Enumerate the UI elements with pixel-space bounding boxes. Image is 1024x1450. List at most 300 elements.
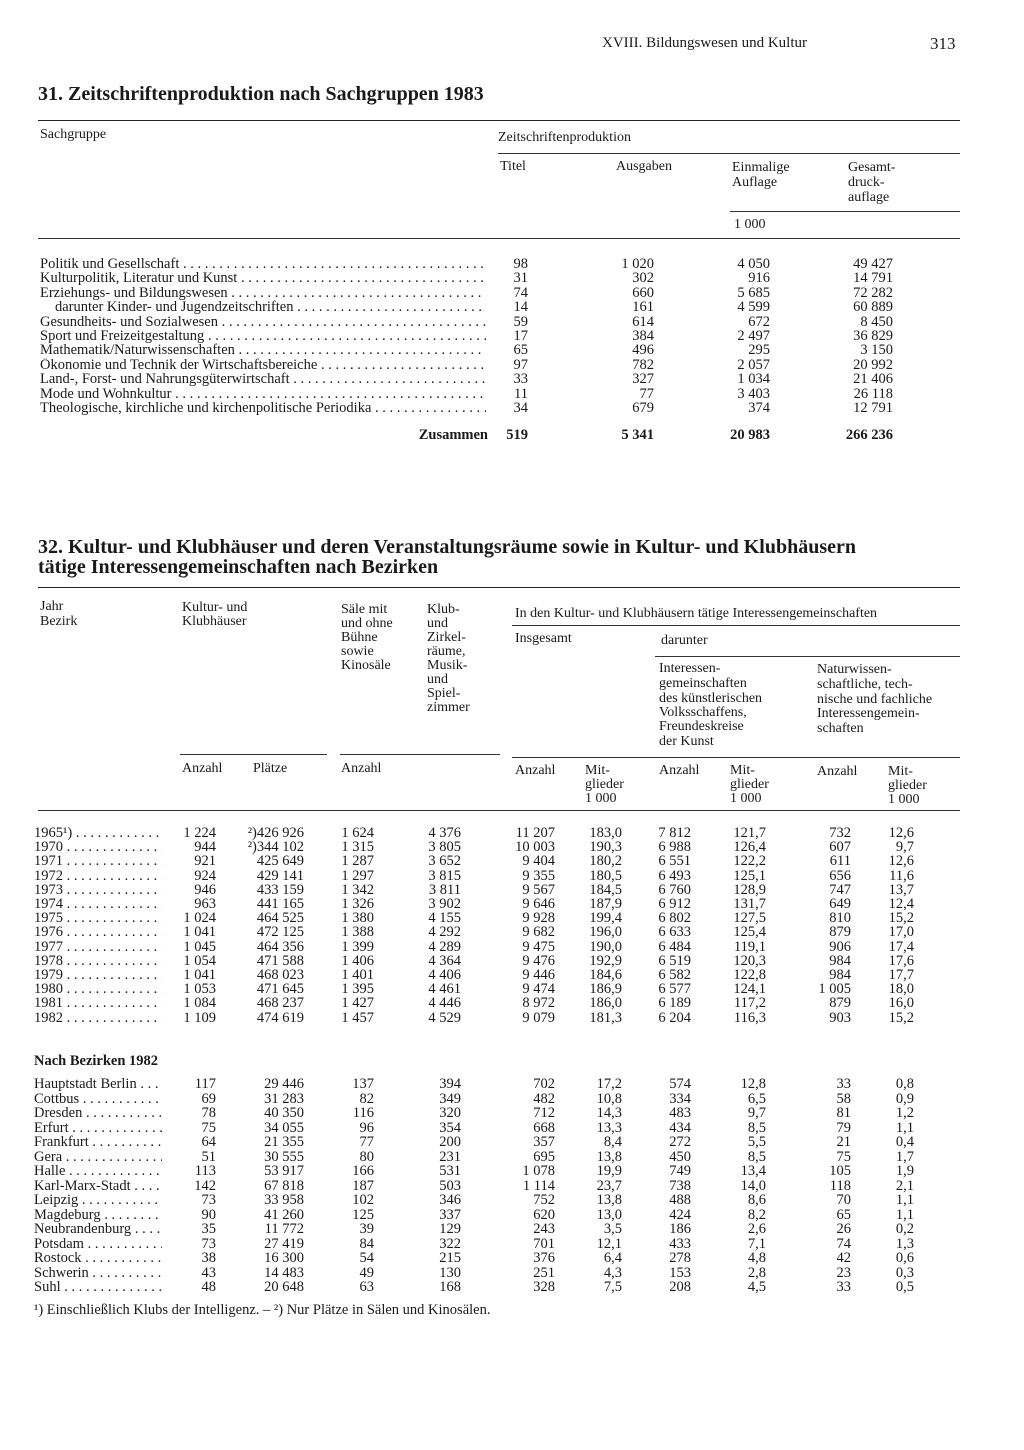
table-row xyxy=(0,940,1024,954)
cell-n-mitglieder: 0,6 xyxy=(895,1250,914,1266)
table-row xyxy=(0,372,1024,386)
cell-n-anzahl: 81 xyxy=(836,1105,851,1121)
cell-einmalig: 4 599 xyxy=(737,299,770,316)
cell-einmalig: 374 xyxy=(748,400,770,416)
cell-n-mitglieder: 17,7 xyxy=(888,967,914,983)
cell-k-anzahl: 334 xyxy=(669,1090,691,1107)
cell-klub: 4 289 xyxy=(428,938,461,955)
cell-plaetze: 20 648 xyxy=(264,1279,304,1295)
cell-plaetze: 27 419 xyxy=(264,1235,304,1252)
cell-ig-mitglieder: 8,4 xyxy=(603,1134,622,1150)
t32-head-klub-5: Musik- xyxy=(427,658,468,673)
cell-plaetze: 41 260 xyxy=(264,1206,304,1223)
cell-klub: 354 xyxy=(439,1119,461,1136)
cell-ig-anzahl: 9 928 xyxy=(522,910,555,927)
cell-k-mitglieder: 12,8 xyxy=(740,1076,766,1092)
cell-k-mitglieder: 131,7 xyxy=(733,896,766,912)
cell-n-mitglieder: 1,1 xyxy=(895,1192,914,1208)
cell-saele: 137 xyxy=(352,1076,374,1092)
row-label: Mathematik/Naturwissenschaften . . . xyxy=(40,343,486,357)
cell-saele: 1 326 xyxy=(341,896,374,912)
cell-k-anzahl: 483 xyxy=(669,1105,691,1121)
cell-kh-anzahl: 1 054 xyxy=(183,952,216,969)
cell-k-mitglieder: 6,5 xyxy=(747,1090,766,1107)
row-label: Sport und Freizeitgestaltung . . . xyxy=(40,329,486,343)
cell-k-mitglieder: 2,6 xyxy=(747,1221,766,1237)
row-label: 1972 . . . xyxy=(34,869,162,883)
cell-plaetze: 468 237 xyxy=(256,995,304,1012)
cell-ig-mitglieder: 14,3 xyxy=(596,1105,622,1121)
cell-klub: 200 xyxy=(439,1134,461,1150)
page-number: 313 xyxy=(930,34,956,53)
cell-gesamt: 60 889 xyxy=(853,299,893,316)
cell-ig-anzahl: 9 567 xyxy=(522,881,555,898)
cell-k-anzahl: 153 xyxy=(669,1264,691,1281)
table-row xyxy=(0,1150,1024,1164)
t32-head-klub-4: räume, xyxy=(427,644,466,659)
t31-head-gesamt-3: auflage xyxy=(848,190,890,205)
cell-k-anzahl: 574 xyxy=(669,1076,691,1092)
cell-kh-anzahl: 1 109 xyxy=(183,1009,216,1026)
cell-ig-mitglieder: 19,9 xyxy=(596,1163,622,1179)
cell-k-anzahl: 434 xyxy=(669,1119,691,1136)
table-row xyxy=(0,271,1024,285)
t31-head-sachgruppe: Sachgruppe xyxy=(40,127,107,142)
cell-ig-anzahl: 10 003 xyxy=(515,839,555,856)
cell-k-mitglieder: 7,1 xyxy=(747,1235,766,1252)
cell-saele: 1 297 xyxy=(341,867,374,884)
row-label: Kulturpolitik, Literatur und Kunst . . . xyxy=(40,271,486,285)
row-label: Land-, Forst- und Nahrungsgüterwirtschaft . . . xyxy=(40,372,486,386)
cell-ig-mitglieder: 10,8 xyxy=(596,1090,622,1107)
row-label: 1979 . . . xyxy=(34,968,162,982)
t32-head-klub-7: Spiel- xyxy=(427,686,461,701)
cell-n-mitglieder: 12,4 xyxy=(888,896,914,912)
cell-ausgaben: 384 xyxy=(632,328,654,344)
t32-head-ik-5: Freundeskreise xyxy=(659,719,744,734)
cell-k-anzahl: 6 582 xyxy=(658,967,691,983)
t32-head-klub-8: zimmer xyxy=(427,700,470,715)
cell-k-mitglieder: 13,4 xyxy=(740,1163,766,1179)
cell-klub: 4 446 xyxy=(428,995,461,1012)
cell-ausgaben: 161 xyxy=(632,299,654,316)
cell-ig-anzahl: 695 xyxy=(533,1148,555,1165)
row-label: Dresden . . . xyxy=(34,1106,162,1120)
table-row xyxy=(0,300,1024,314)
cell-n-mitglieder: 17,6 xyxy=(888,952,914,969)
t32-head-k-mit-1: Mit- xyxy=(730,763,755,778)
cell-titel: 74 xyxy=(513,284,528,301)
cell-saele: 102 xyxy=(352,1192,374,1208)
row-label: 1976 . . . xyxy=(34,925,162,939)
cell-ausgaben: 614 xyxy=(632,313,654,330)
cell-n-anzahl: 79 xyxy=(836,1119,851,1136)
cell-kh-anzahl: 78 xyxy=(201,1105,216,1121)
cell-saele: 125 xyxy=(352,1206,374,1223)
cell-kh-anzahl: 1 041 xyxy=(183,967,216,983)
cell-saele: 1 401 xyxy=(341,967,374,983)
table-row xyxy=(0,1222,1024,1236)
cell-n-anzahl: 118 xyxy=(829,1177,851,1194)
cell-plaetze: ²)426 926 xyxy=(247,825,304,841)
cell-k-mitglieder: 5,5 xyxy=(747,1134,766,1150)
cell-n-anzahl: 26 xyxy=(836,1221,851,1237)
t32-head-ik-3: des künstlerischen xyxy=(659,691,763,706)
cell-plaetze: 425 649 xyxy=(256,853,304,870)
cell-plaetze: 471 588 xyxy=(256,952,304,969)
cell-kh-anzahl: 35 xyxy=(201,1221,216,1237)
cell-ig-anzahl: 376 xyxy=(533,1250,555,1266)
row-label: 1982 . . . xyxy=(34,1011,162,1025)
cell-kh-anzahl: 117 xyxy=(194,1076,216,1092)
cell-n-mitglieder: 12,6 xyxy=(888,853,914,870)
cell-n-anzahl: 70 xyxy=(836,1192,851,1208)
cell-n-anzahl: 1 005 xyxy=(818,981,851,998)
cell-saele: 1 342 xyxy=(341,881,374,898)
row-label: Magdeburg . . . xyxy=(34,1208,162,1222)
cell-saele: 49 xyxy=(359,1264,374,1281)
cell-kh-anzahl: 1 024 xyxy=(183,910,216,927)
cell-klub: 337 xyxy=(439,1206,461,1223)
row-label: 1977 . . . xyxy=(34,940,162,954)
cell-k-anzahl: 6 551 xyxy=(658,853,691,870)
cell-plaetze: 433 159 xyxy=(256,881,304,898)
t31-head-gesamt-2: druck- xyxy=(848,175,885,190)
t31-head-titel: Titel xyxy=(500,159,526,174)
table-row xyxy=(0,1179,1024,1193)
cell-plaetze: 21 355 xyxy=(264,1134,304,1150)
cell-ig-mitglieder: 186,9 xyxy=(589,981,622,998)
cell-kh-anzahl: 90 xyxy=(201,1206,216,1223)
cell-ausgaben: 782 xyxy=(632,356,654,373)
cell-ig-anzahl: 712 xyxy=(533,1105,555,1121)
cell-ig-mitglieder: 187,9 xyxy=(589,896,622,912)
cell-titel: 97 xyxy=(513,356,528,373)
cell-n-anzahl: 105 xyxy=(829,1163,851,1179)
cell-ig-mitglieder: 17,2 xyxy=(596,1076,622,1092)
cell-n-anzahl: 732 xyxy=(829,825,851,841)
cell-k-mitglieder: 116,3 xyxy=(733,1009,766,1026)
table-row xyxy=(0,1237,1024,1251)
cell-ig-mitglieder: 199,4 xyxy=(589,910,622,927)
cell-kh-anzahl: 69 xyxy=(201,1090,216,1107)
t32-head-saele-1: Säle mit xyxy=(341,602,388,617)
t32-head-klub-6: und xyxy=(427,672,448,687)
row-label: Hauptstadt Berlin . . . xyxy=(34,1077,162,1091)
cell-ig-mitglieder: 4,3 xyxy=(603,1264,622,1281)
cell-titel: 59 xyxy=(513,313,528,330)
row-label: 1980 . . . xyxy=(34,982,162,996)
cell-k-anzahl: 450 xyxy=(669,1148,691,1165)
cell-k-anzahl: 738 xyxy=(669,1177,691,1194)
cell-ig-anzahl: 620 xyxy=(533,1206,555,1223)
cell-n-mitglieder: 1,2 xyxy=(895,1105,914,1121)
cell-kh-anzahl: 1 045 xyxy=(183,938,216,955)
cell-kh-anzahl: 1 224 xyxy=(183,825,216,841)
cell-kh-anzahl: 43 xyxy=(201,1264,216,1281)
cell-gesamt: 14 791 xyxy=(853,270,893,287)
cell-kh-anzahl: 73 xyxy=(201,1235,216,1252)
cell-k-mitglieder: 128,9 xyxy=(733,881,766,898)
cell-ig-anzahl: 9 475 xyxy=(522,938,555,955)
cell-n-mitglieder: 0,8 xyxy=(895,1076,914,1092)
t32-head-klub-1: Klub- xyxy=(427,602,460,617)
table32-title-line2: tätige Interessengemeinschaften nach Bezirken xyxy=(38,556,439,578)
cell-k-mitglieder: 8,5 xyxy=(747,1148,766,1165)
t32-ig-rule xyxy=(512,625,960,626)
cell-plaetze: 53 917 xyxy=(264,1163,304,1179)
cell-saele: 1 287 xyxy=(341,853,374,870)
total-label: Zusammen xyxy=(418,427,488,443)
cell-ig-mitglieder: 13,3 xyxy=(596,1119,622,1136)
cell-ig-anzahl: 243 xyxy=(533,1221,555,1237)
cell-k-anzahl: 6 577 xyxy=(658,981,691,998)
t31-head-ausgaben: Ausgaben xyxy=(616,159,672,174)
cell-k-mitglieder: 122,8 xyxy=(733,967,766,983)
cell-plaetze: 29 446 xyxy=(264,1076,304,1092)
cell-n-mitglieder: 12,6 xyxy=(888,825,914,841)
cell-ig-mitglieder: 13,0 xyxy=(596,1206,622,1223)
cell-n-anzahl: 607 xyxy=(829,839,851,856)
t32-head-k-mit-3: 1 000 xyxy=(730,791,762,806)
cell-k-anzahl: 6 988 xyxy=(658,839,691,856)
cell-ig-mitglieder: 13,8 xyxy=(596,1192,622,1208)
cell-ausgaben: 679 xyxy=(632,400,654,416)
cell-n-anzahl: 74 xyxy=(836,1235,851,1252)
table-row xyxy=(0,343,1024,357)
t32-head-nw-2: schaftliche, tech- xyxy=(817,677,913,692)
cell-ig-anzahl: 357 xyxy=(533,1134,555,1150)
cell-kh-anzahl: 944 xyxy=(194,839,216,856)
table-row xyxy=(0,982,1024,996)
cell-gesamt: 49 427 xyxy=(853,256,893,272)
table-row xyxy=(0,1106,1024,1120)
cell-n-mitglieder: 16,0 xyxy=(888,995,914,1012)
cell-n-anzahl: 879 xyxy=(829,995,851,1012)
cell-k-anzahl: 6 189 xyxy=(658,995,691,1012)
cell-saele: 39 xyxy=(359,1221,374,1237)
cell-ausgaben: 496 xyxy=(632,342,654,359)
cell-plaetze: 468 023 xyxy=(256,967,304,983)
t32-head-plaetze: Plätze xyxy=(253,761,288,776)
cell-ig-mitglieder: 13,8 xyxy=(596,1148,622,1165)
t31-head-gesamt-1: Gesamt- xyxy=(848,160,896,175)
cell-saele: 1 406 xyxy=(341,952,374,969)
cell-klub: 168 xyxy=(439,1279,461,1295)
table-row xyxy=(0,329,1024,343)
cell-n-anzahl: 649 xyxy=(829,896,851,912)
cell-n-mitglieder: 13,7 xyxy=(888,881,914,898)
cell-plaetze: 14 483 xyxy=(264,1264,304,1281)
cell-ig-anzahl: 8 972 xyxy=(522,995,555,1012)
table-row xyxy=(0,1164,1024,1178)
cell-klub: 320 xyxy=(439,1105,461,1121)
t31-head-einmalige-1: Einmalige xyxy=(732,160,790,175)
table-row xyxy=(0,883,1024,897)
cell-k-mitglieder: 119,1 xyxy=(733,938,766,955)
row-label: darunter Kinder- und Jugendzeitschriften . . . xyxy=(55,300,486,314)
total-gesamt: 266 236 xyxy=(845,427,893,443)
cell-n-mitglieder: 17,4 xyxy=(888,938,914,955)
cell-ausgaben: 327 xyxy=(632,371,654,388)
cell-gesamt: 8 450 xyxy=(860,313,893,330)
cell-klub: 231 xyxy=(439,1148,461,1165)
cell-plaetze: 464 525 xyxy=(256,910,304,927)
cell-n-mitglieder: 0,3 xyxy=(895,1264,914,1281)
row-label: Rostock . . . xyxy=(34,1251,162,1265)
cell-saele: 54 xyxy=(359,1250,374,1266)
cell-gesamt: 26 118 xyxy=(853,385,893,402)
table-row xyxy=(0,1266,1024,1280)
cell-n-mitglieder: 0,4 xyxy=(895,1134,914,1150)
cell-k-anzahl: 6 633 xyxy=(658,924,691,941)
cell-k-anzahl: 278 xyxy=(669,1250,691,1266)
cell-saele: 63 xyxy=(359,1279,374,1295)
t32-head-klub-2: und xyxy=(427,616,448,631)
cell-klub: 503 xyxy=(439,1177,461,1194)
table-row xyxy=(0,257,1024,271)
cell-ig-anzahl: 9 355 xyxy=(522,867,555,884)
table31-top-rule xyxy=(38,120,960,121)
cell-klub: 4 376 xyxy=(428,825,461,841)
cell-ausgaben: 660 xyxy=(632,284,654,301)
cell-ig-mitglieder: 7,5 xyxy=(603,1279,622,1295)
cell-ig-anzahl: 9 079 xyxy=(522,1009,555,1026)
cell-kh-anzahl: 963 xyxy=(194,896,216,912)
cell-ig-mitglieder: 184,6 xyxy=(589,967,622,983)
cell-einmalig: 2 497 xyxy=(737,328,770,344)
cell-plaetze: 471 645 xyxy=(256,981,304,998)
table-row xyxy=(0,286,1024,300)
cell-saele: 166 xyxy=(352,1163,374,1179)
cell-k-anzahl: 424 xyxy=(669,1206,691,1223)
t31-group-rule xyxy=(498,153,960,154)
t32-head-darunter: darunter xyxy=(661,633,708,648)
cell-saele: 1 380 xyxy=(341,910,374,927)
t32-head-n-mit-2: glieder xyxy=(888,778,927,793)
row-label: Gesundheits- und Sozialwesen . . . xyxy=(40,315,486,329)
cell-ig-anzahl: 9 682 xyxy=(522,924,555,941)
cell-ig-mitglieder: 196,0 xyxy=(589,924,622,941)
table32-title-line1: 32. Kultur- und Klubhäuser und deren Veranstaltungsräume sowie in Kultur- und Klubhäusern xyxy=(38,536,856,558)
t32-head-ig: In den Kultur- und Klubhäusern tätige Interessengemeinschaften xyxy=(515,606,878,621)
cell-n-anzahl: 65 xyxy=(836,1206,851,1223)
cell-titel: 14 xyxy=(513,299,528,316)
table32-top-rule xyxy=(38,587,960,588)
cell-k-anzahl: 272 xyxy=(669,1134,691,1150)
cell-k-anzahl: 7 812 xyxy=(658,825,691,841)
t32-head-saele-2: und ohne xyxy=(341,616,393,631)
cell-klub: 215 xyxy=(439,1250,461,1266)
cell-n-anzahl: 747 xyxy=(829,881,851,898)
table-row xyxy=(0,358,1024,372)
cell-ig-mitglieder: 184,5 xyxy=(589,881,622,898)
cell-n-mitglieder: 0,2 xyxy=(895,1221,914,1237)
table-row xyxy=(0,925,1024,939)
cell-k-anzahl: 6 802 xyxy=(658,910,691,927)
cell-ig-anzahl: 701 xyxy=(533,1235,555,1252)
cell-n-anzahl: 75 xyxy=(836,1148,851,1165)
cell-ig-anzahl: 9 646 xyxy=(522,896,555,912)
cell-kh-anzahl: 1 053 xyxy=(183,981,216,998)
cell-klub: 531 xyxy=(439,1163,461,1179)
cell-klub: 394 xyxy=(439,1076,461,1092)
cell-ausgaben: 302 xyxy=(632,270,654,287)
t32-head-saele-3: Bühne xyxy=(341,630,378,645)
t32-head-k-anzahl: Anzahl xyxy=(659,763,700,778)
cell-n-mitglieder: 15,2 xyxy=(888,1009,914,1026)
cell-klub: 4 364 xyxy=(428,952,461,969)
t32-head-ik-1: Interessen- xyxy=(659,661,721,676)
t32-head-saele-4: sowie xyxy=(341,644,374,659)
cell-klub: 4 406 xyxy=(428,967,461,983)
cell-ig-mitglieder: 180,5 xyxy=(589,867,622,884)
cell-plaetze: ²)344 102 xyxy=(247,839,304,856)
cell-k-mitglieder: 126,4 xyxy=(733,839,766,856)
row-label: Erziehungs- und Bildungswesen . . . xyxy=(40,286,486,300)
t32-head-ik-4: Volksschaffens, xyxy=(659,705,747,720)
cell-n-mitglieder: 15,2 xyxy=(888,910,914,927)
table-row xyxy=(0,387,1024,401)
cell-kh-anzahl: 946 xyxy=(194,881,216,898)
cell-einmalig: 295 xyxy=(748,342,770,359)
row-label: Gera . . . xyxy=(34,1150,162,1164)
cell-ig-anzahl: 9 404 xyxy=(522,853,555,870)
cell-klub: 4 529 xyxy=(428,1009,461,1026)
cell-k-mitglieder: 120,3 xyxy=(733,952,766,969)
cell-n-anzahl: 879 xyxy=(829,924,851,941)
cell-klub: 3 811 xyxy=(428,881,461,898)
t31-header-bottom-rule xyxy=(38,238,960,239)
cell-kh-anzahl: 113 xyxy=(194,1163,216,1179)
cell-ig-anzahl: 1 078 xyxy=(522,1163,555,1179)
table-row xyxy=(0,1121,1024,1135)
cell-k-anzahl: 6 760 xyxy=(658,881,691,898)
t32-head-n-mit-1: Mit- xyxy=(888,764,913,779)
cell-k-anzahl: 6 493 xyxy=(658,867,691,884)
table31-title: 31. Zeitschriftenproduktion nach Sachgruppen 1983 xyxy=(38,83,484,105)
table-row xyxy=(0,954,1024,968)
cell-k-anzahl: 186 xyxy=(669,1221,691,1237)
cell-ig-mitglieder: 183,0 xyxy=(589,825,622,841)
cell-ig-anzahl: 702 xyxy=(533,1076,555,1092)
cell-klub: 349 xyxy=(439,1090,461,1107)
cell-saele: 1 399 xyxy=(341,938,374,955)
row-label: 1981 . . . xyxy=(34,996,162,1010)
cell-saele: 96 xyxy=(359,1119,374,1136)
t32-head-k-mit-2: glieder xyxy=(730,777,769,792)
t31-head-einmalige-2: Auflage xyxy=(732,175,778,190)
cell-klub: 322 xyxy=(439,1235,461,1252)
t32-head-ik-2: gemeinschaften xyxy=(659,676,747,691)
cell-n-mitglieder: 18,0 xyxy=(888,981,914,998)
t32-head-nw-5: schaften xyxy=(817,721,864,736)
cell-kh-anzahl: 48 xyxy=(201,1279,216,1295)
cell-titel: 98 xyxy=(513,256,528,272)
cell-gesamt: 36 829 xyxy=(853,328,893,344)
cell-ig-mitglieder: 192,9 xyxy=(589,952,622,969)
row-label: Politik und Gesellschaft . . . xyxy=(40,257,486,271)
t32-head-nw-3: nische und fachliche xyxy=(817,692,933,707)
cell-n-mitglieder: 1,3 xyxy=(895,1235,914,1252)
row-label: Mode und Wohnkultur . . . xyxy=(40,387,486,401)
table-row xyxy=(0,840,1024,854)
cell-k-mitglieder: 122,2 xyxy=(733,853,766,870)
cell-n-anzahl: 984 xyxy=(829,967,851,983)
cell-titel: 34 xyxy=(513,400,528,416)
cell-n-mitglieder: 1,1 xyxy=(895,1119,914,1136)
cell-titel: 11 xyxy=(514,385,528,402)
